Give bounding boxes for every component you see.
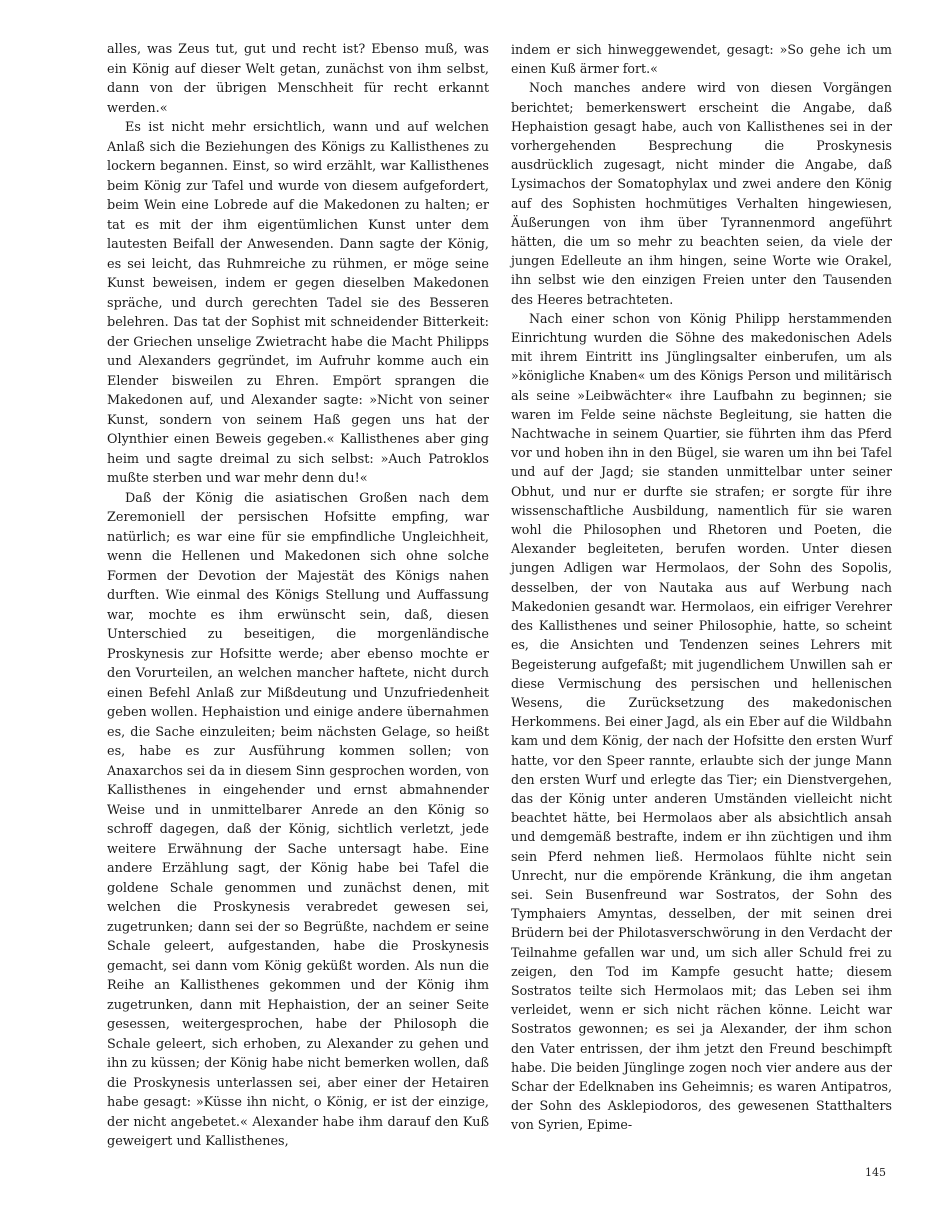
page-number: 145	[865, 1166, 886, 1179]
paragraph: Noch manches andere wird von diesen Vorgängen berichtet; bemerkenswert erscheint die Angabe, daß Hephaistion gesagt habe, auch von Kallisthenes sei in der vorhergehenden Besprechung die Proskynesis ausdrücklich zugesagt, nicht minder die Angabe, daß Lysimachos der Somatophylax und zwei andere den König auf des Sophisten hochmütiges Verhalten hingewiesen, Äußerungen von ihm über Tyrannenmord angeführt hätten, die um so mehr zu beachten seien, da viele der jungen Edelleute an ihm hingen, seine Worte wie Orakel, ihn selbst wie den einzigen Freien unter den Tausenden des Heeres betrachteten.	[511, 80, 892, 307]
paragraph: Es ist nicht mehr ersichtlich, wann und auf welchen Anlaß sich die Beziehungen des Königs zu Kallisthenes zu lockern begannen. Einst, so wird erzählt, war Kallisthenes beim König zur Tafel und wurde von diesem aufgefordert, beim Wein eine Lobrede auf die Makedonen zu halten; er tat es mit der ihm eigentümlichen Kunst unter dem lautesten Beifall der Anwesenden. Dann sagte der König, es sei leicht, das Ruhmreiche zu rühmen, er möge seine Kunst beweisen, indem er gegen dieselben Makedonen spräche, und durch gerechten Tadel sie des Besseren belehren. Das tat der Sophist mit schneidender Bitterkeit: der Griechen unselige Zwietracht habe die Macht Philipps und Alexanders gegründet, im Aufruhr komme auch ein Elender bisweilen zu Ehren. Empört sprangen die Makedonen auf, und Alexander sagte: »Nicht von seiner Kunst, sondern von seinem Haß gegen uns hat der Olynthier einen Beweis gegeben.« Kallisthenes aber ging heim und sagte dreimal zu sich selbst: »Auch Patroklos mußte sterben und war mehr denn du!«	[107, 120, 489, 486]
left-text-column	[107, 40, 489, 1152]
paragraph: indem er sich hinweggewendet, gesagt: »So gehe ich um einen Kuß ärmer fort.«	[511, 42, 892, 77]
paragraph: alles, was Zeus tut, gut und recht ist? Ebenso muß, was ein König auf dieser Welt getan, zunächst von ihm selbst, dann von der übrigen Menschheit für recht erkannt werden.«	[107, 42, 489, 116]
paragraph: Nach einer schon von König Philipp herstammenden Einrichtung wurden die Söhne des makedonischen Adels mit ihrem Eintritt ins Jünglingsalter einberufen, um als »königliche Knaben« um des Königs Person und militärisch als seine »Leibwächter« ihre Laufbahn zu beginnen; sie waren im Felde seine nächste Begleitung, sie hatten die Nachtwache in seinem Quartier, sie führten ihm das Pferd vor und hoben ihn in den Bügel, sie waren um ihn bei Tafel und auf der Jagd; sie standen unmittelbar unter seiner Obhut, und nur er durfte sie strafen; er sorgte für ihre wissenschaftliche Ausbildung, namentlich für sie waren wohl die Philosophen und Rhetoren und Poeten, die Alexander begleiteten, berufen worden. Unter diesen jungen Adligen war Hermolaos, der Sohn des Sopolis, desselben, der von Nautaka aus auf Werbung nach Makedonien gesandt war. Hermolaos, ein eifriger Verehrer des Kallisthenes und seiner Philosophie, hatte, so scheint es, die Ansichten und Tendenzen seines Lehrers mit Begeisterung aufgefaßt; mit jugendlichem Unwillen sah er diese Vermischung des persischen und hellenischen Wesens, die Zurücksetzung des makedonischen Herkommens. Bei einer Jagd, als ein Eber auf die Wildbahn kam und dem König, der nach der Hofsitte den ersten Wurf hatte, vor den Speer rannte, erlaubte sich der junge Mann den ersten Wurf und erlegte das Tier; ein Dienstvergehen, das der König unter anderen Umständen vielleicht nicht beachtet hätte, bei Hermolaos aber als absichtlich ansah und demgemäß bestrafte, indem er ihn züchtigen und ihm sein Pferd nehmen ließ. Hermolaos fühlte nicht sein Unrecht, nur die empörende Kränkung, die ihm angetan sei. Sein Busenfreund war Sostratos, der Sohn des Tymphaiers Amyntas, desselben, der mit seinen drei Brüdern bei der Philotasverschwörung in den Verdacht der Teilnahme gefallen war und, um sich aller Schuld frei zu zeigen, den Tod im Kampfe gesucht hatte; diesem Sostratos teilte sich Hermolaos mit; das Leben sei ihm verleidet, wenn er sich nicht rächen könne. Leicht war Sostratos gewonnen; es sei ja Alexander, der ihm schon den Vater entrissen, der ihm jetzt den Freund beschimpft habe. Die beiden Jünglinge zogen noch vier andere aus der Schar der Edelknaben ins Geheimnis; es waren Antipatros, der Sohn des Asklepiodoros, des gewesenen Statthalters von Syrien, Epime-	[511, 310, 892, 1133]
paragraph: Daß der König die asiatischen Großen nach dem Zeremoniell der persischen Hofsitte empfing, war natürlich; es war eine für sie empfindliche Ungleichheit, wenn die Hellenen und Makedonen sich ohne solche Formen der Devotion der Majestät des Königs nahen durften. Wie einmal des Königs Stellung und Auffassung war, mochte es ihm erwünscht sein, daß, diesen Unterschied zu beseitigen, die morgenländische Proskynesis zur Hofsitte werde; aber ebenso mochte er den Vorurteilen, an welchen mancher haftete, nicht durch einen Befehl Anlaß zur Mißdeutung und Unzufriedenheit geben wollen. Hephaistion und einige andere übernahmen es, die Sache einzuleiten; beim nächsten Gelage, so heißt es, habe es zur Ausführung kommen sollen; von Anaxarchos sei da in diesem Sinn gesprochen worden, von Kallisthenes in eingehender und ernst abmahnender Weise und in unmittelbarer Anrede an den König so schroff dagegen, daß der König, sichtlich verletzt, jede weitere Erwähnung der Sache untersagt habe. Eine andere Erzählung sagt, der König habe bei Tafel die goldene Schale genommen und zunächst denen, mit welchen die Proskynesis verabredet gewesen sei, zugetrunken; dann sei der so Begrüßte, nachdem er seine Schale geleert, aufgestanden, habe die Proskynesis gemacht, sei dann vom König geküßt worden. Als nun die Reihe an Kallisthenes gekommen und der König ihm zugetrunken, dann mit Hephaistion, der an seiner Seite gesessen, weitergesprochen, habe der Philosoph die Schale geleert, sich erhoben, zu Alexander zu gehen und ihn zu küssen; der König habe nicht bemerken wollen, daß die Proskynesis unterlassen sei, aber einer der Hetairen habe gesagt: »Küsse ihn nicht, o König, er ist der einzige, der nicht angebetet.« Alexander habe ihm darauf den Kuß geweigert und Kallisthenes,	[107, 490, 489, 1149]
right-text-column	[511, 40, 892, 1135]
